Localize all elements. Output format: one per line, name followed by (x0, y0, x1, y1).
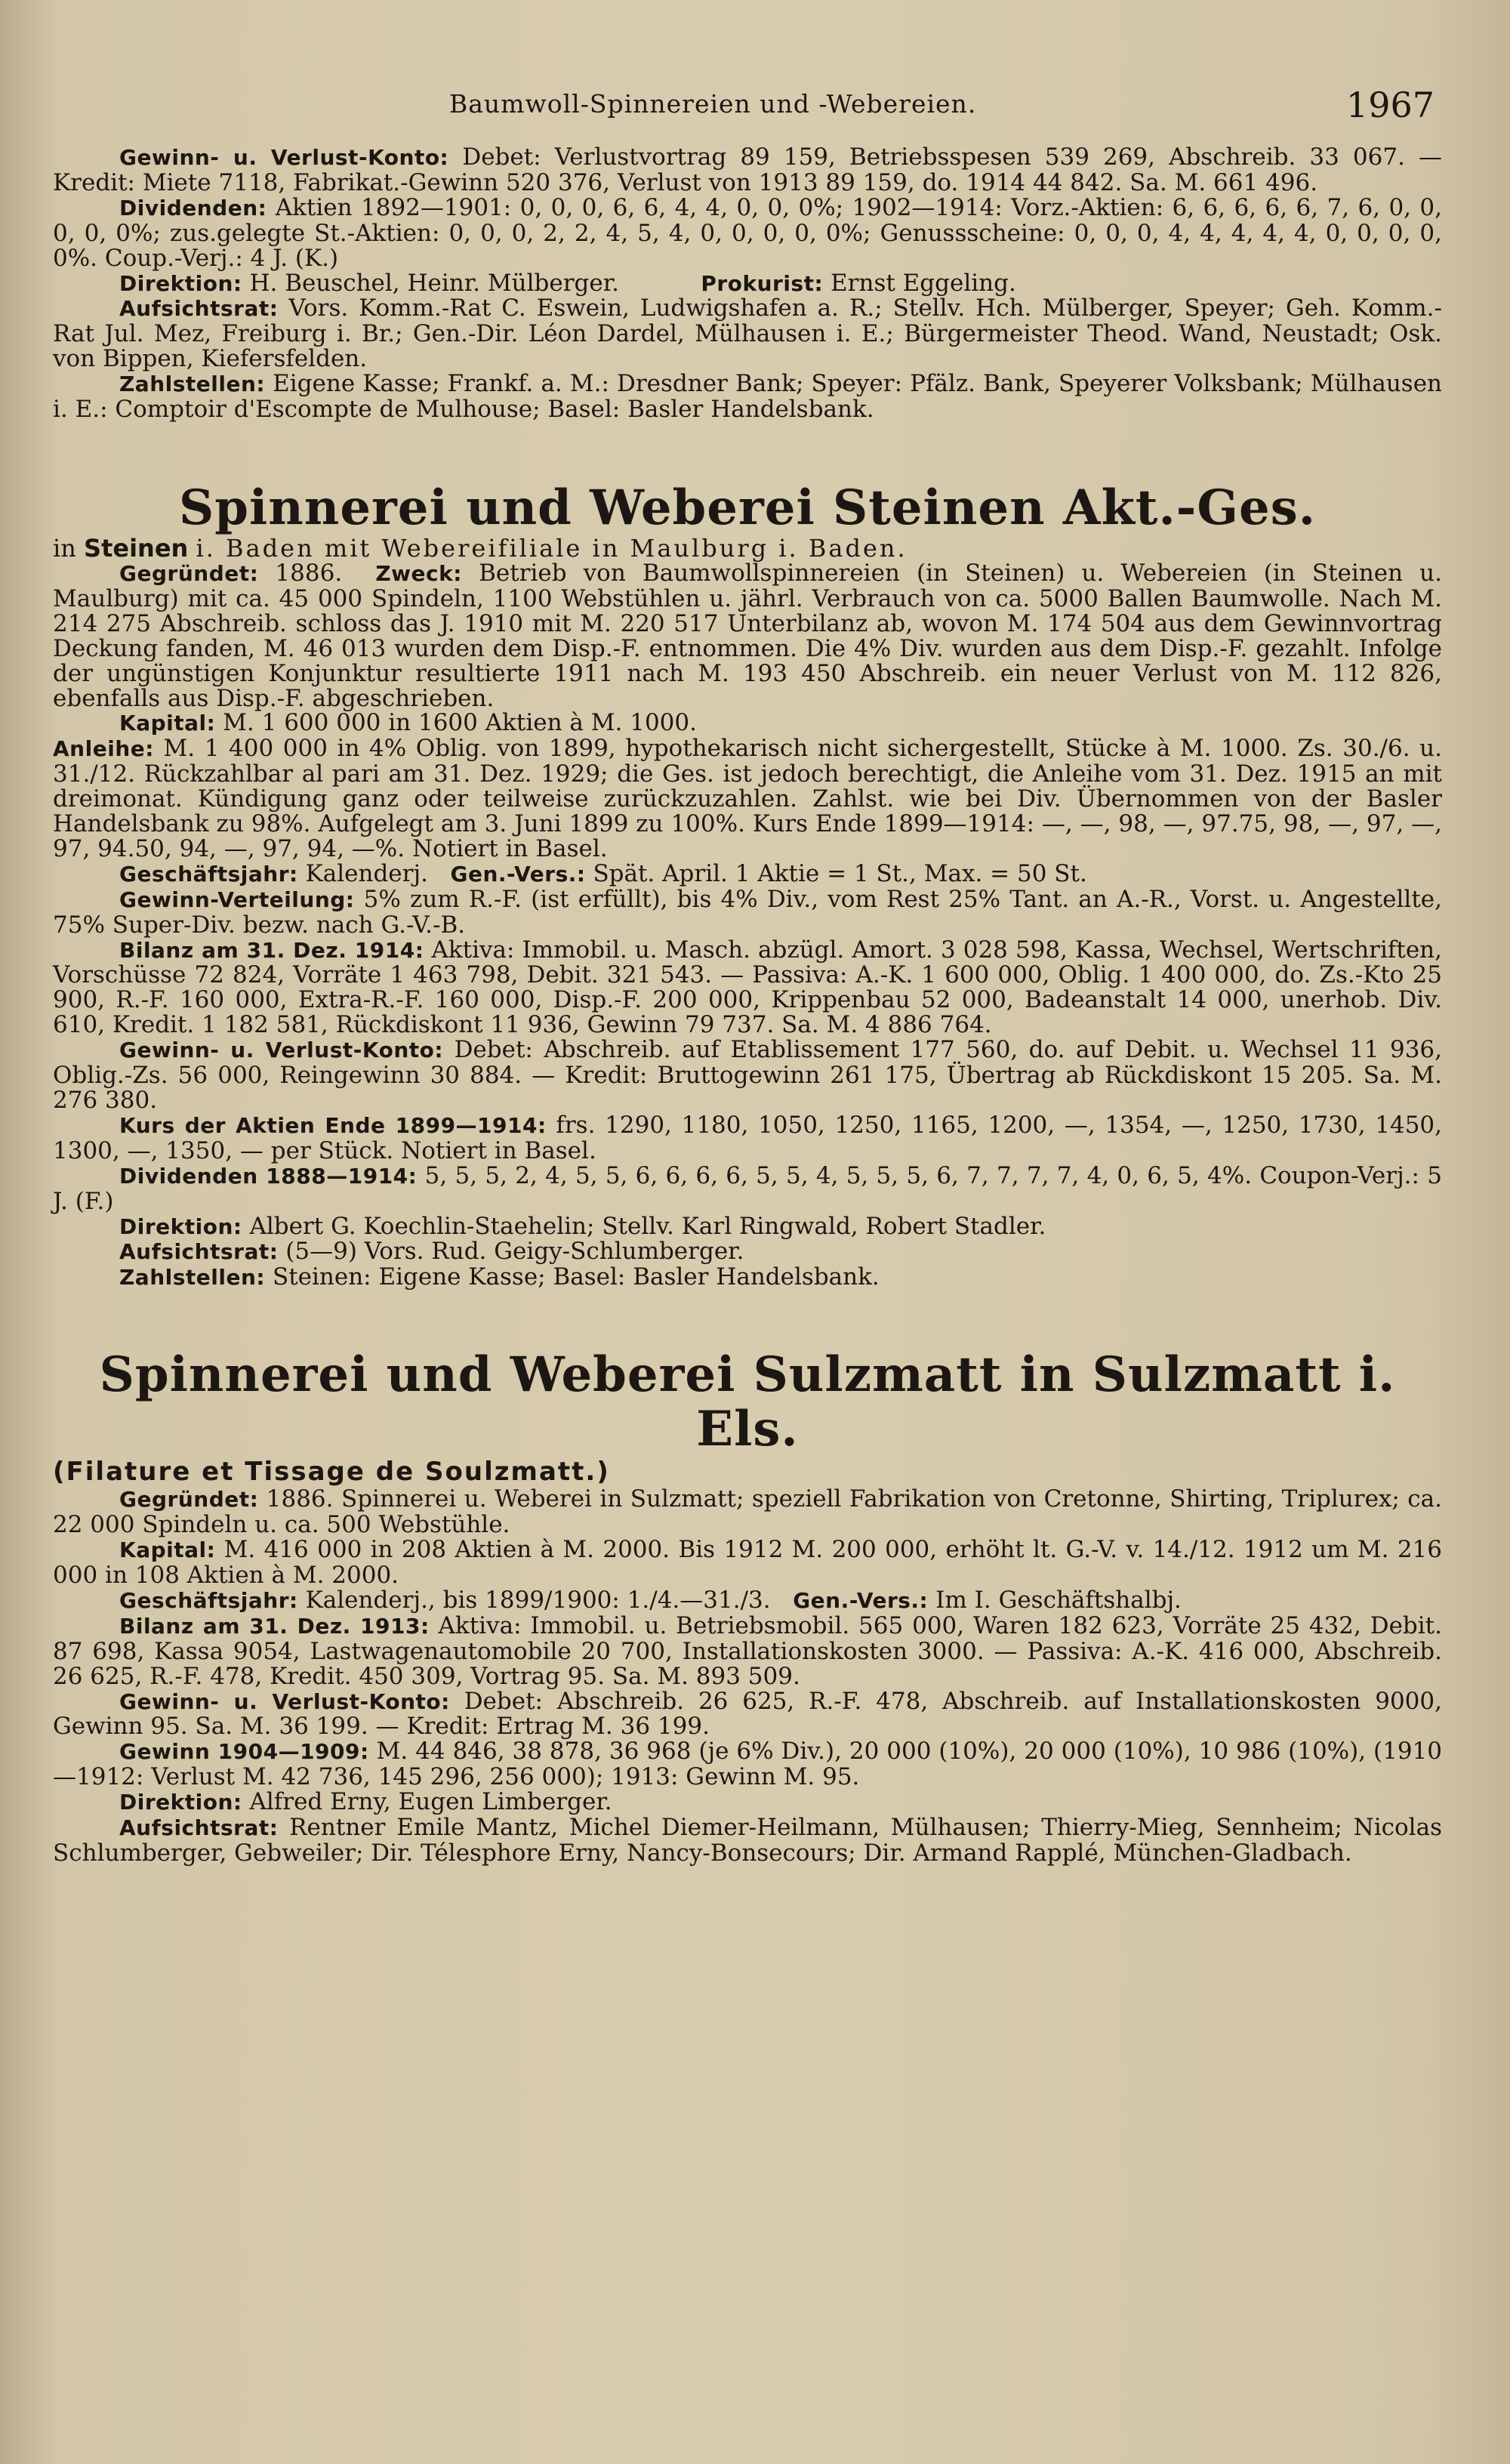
text: 5, 5, 5, 2, 4, 5, 5, 6, 6, 6, 6, 5, 5, 4, 5, 5, 5, 6, 7, 7, 7, 7, 4, 0, 6, 5, 4%. Coupon-Verj.: 5 J. (F.) (53, 1161, 1442, 1215)
page (53, 0, 1442, 2464)
entry1-direktion (53, 271, 1442, 297)
text: (5—9) Vors. Rud. Geigy-Schlumberger. (285, 1238, 744, 1266)
label: Direktion: (119, 270, 242, 296)
spacer (53, 422, 1442, 481)
text: Ernst Eggeling. (830, 269, 1016, 297)
text: M. 1 600 000 in 1600 Aktien à M. 1000. (223, 709, 697, 737)
entry3-gewinn (53, 1739, 1442, 1790)
text: Aktien 1892—1901: 0, 0, 0, 6, 6, 4, 4, 0, 0, 0%; 1902—1914: Vorz.-Aktien: 6, 6, 6, 6, 6, 7, 6, 0, 0, 0, 0, 0%; zus.gelegte St.-Aktien: 0, 0, 0, 2, 2, 4, 5, 4, 0, 0, 0, 0, 0%; Genussscheine: 0, 0, 0, 4, 4, 4, 4, 4, 0, 0, 0, 0, 0%. Coup.-Verj.: 4 J. (K.) (53, 193, 1442, 272)
label: Geschäftsjahr: (119, 1587, 298, 1613)
page-body (53, 145, 1442, 1866)
entry1-zahlstellen (53, 372, 1442, 422)
entry2-gegruendet (53, 561, 1442, 711)
label: Anleihe: (53, 736, 154, 762)
entry3-bilanz (53, 1611, 1442, 1690)
entry1-aufsichtsrat (53, 296, 1442, 372)
entry2-title: Spinnerei und Weberei Steinen Akt.-Ges. (178, 479, 1317, 536)
text: Albert G. Koechlin-Staehelin; Stellv. Karl Ringwald, Robert Stadler. (249, 1212, 1046, 1240)
text: Debet: Abschreib. auf Etablissement 177 560, do. auf Debit. u. Wechsel 11 936, Oblig.-Zs. 56 000, Reingewinn 30 884. — Kredit: Bruttogewinn 261 175, Übertrag ab Rückdiskont 15 205. Sa. M. 276 380. (53, 1036, 1442, 1114)
running-head (53, 85, 1442, 130)
text: 5% zum R.-F. (ist erfüllt), bis 4% Div., vom Rest 25% Tant. an A.-R., Vorst. u. Angestellte, 75% Super-Div. bezw. nach G.-V.-B. (53, 885, 1443, 939)
label: Kapital: (119, 1537, 216, 1563)
label: Gen.-Vers.: (450, 861, 586, 887)
location: Steinen (84, 533, 189, 563)
text: Rentner Emile Mantz, Michel Diemer-Heilmann, Mülhausen; Thierry-Mieg, Sennheim; Nicolas Schlumberger, Gebweiler; Dir. Télesphore Erny, Nancy-Bonsecours; Dir. Armand Rapplé, München-Gladbach. (53, 1814, 1442, 1867)
text: M. 416 000 in 208 Aktien à M. 2000. Bis 1912 M. 200 000, erhöht lt. G.-V. v. 14./12. 1912 um M. 216 000 in 108 Aktien à M. 2000. (53, 1536, 1442, 1589)
entry1-dividends (53, 193, 1442, 272)
entry3-kapital (53, 1537, 1442, 1588)
text: Im I. Geschäftshalbj. (935, 1586, 1182, 1614)
text: H. Beuschel, Heinr. Mülberger. (249, 269, 619, 297)
label: Gewinn- u. Verlust-Konto: (119, 1688, 450, 1714)
running-title: Baumwoll-Spinnereien und -Webereien. (449, 89, 977, 119)
entry2-direktion (53, 1214, 1442, 1240)
text: M. 44 846, 38 878, 36 968 (je 6% Div.), 20 000 (10%), 20 000 (10%), 10 986 (10%), (1910—1912: Verlust M. 42 736, 145 296, 256 000); 1913: Gewinn M. 95. (53, 1738, 1443, 1791)
label: Zweck: (375, 560, 462, 586)
label: Bilanz am 31. Dez. 1913: (119, 1613, 430, 1639)
label: Kurs der Aktien Ende 1899—1914: (119, 1112, 547, 1138)
text: M. 1 400 000 in 4% Oblig. von 1899, hypothekarisch nicht sichergestellt, Stücke à M. 1000. Zs. 30./6. u. 31./12. Rückzahlbar al pari am 31. Dez. 1929; die Ges. ist jedoch berechtigt, die Anleihe vom 31. Dez. 1915 an mit dreimonat. Kündigung ganz oder teilweise zurückzuzahlen. Zahlst. wie bei Div. Übernommen von der Basler Handelsbank zu 98%. Aufgelegt am 3. Juni 1899 zu 100%. Kurs Ende 1899—1914: —, —, 98, —, 97.75, 98, —, 97, —, 97, 94.50, 94, —, 97, 94, —%. Notiert in Basel. (53, 735, 1442, 862)
entry2-bilanz (53, 938, 1442, 1038)
spacer (53, 1291, 1442, 1348)
label: Zahlstellen: (119, 1265, 266, 1291)
label: Gewinn- u. Verlust-Konto: (119, 1038, 444, 1063)
text: Betrieb von Baumwollspinnereien (in Steinen) u. Webereien (in Steinen u. Maulburg) mit ca. 45 000 Spindeln, 1100 Webstühlen u. jährl. Verbrauch von ca. 5000 Ballen Baumwolle. Nach M. 214 275 Abschreib. schloss das J. 1910 mit M. 220 517 Unterbilanz ab, wovon M. 174 504 aus dem Gewinnvortrag Deckung fanden, M. 46 013 wurden dem Disp.-F. entnommen. Die 4% Div. wurden aus dem Disp.-F. gezahlt. Infolge der ungünstigen Konjunktur resultierte 1911 nach M. 193 450 Abschreib. ein neuer Verlust von M. 112 826, ebenfalls aus Disp.-F. abgeschrieben. (53, 559, 1442, 712)
entry2-anleihe (53, 736, 1442, 862)
label: Dividenden: (119, 195, 267, 220)
text: Steinen: Eigene Kasse; Basel: Basler Handelsbank. (272, 1263, 880, 1291)
label: Bilanz am 31. Dez. 1914: (119, 937, 424, 963)
text: Eigene Kasse; Frankf. a. M.: Dresdner Bank; Speyer: Pfälz. Bank, Speyerer Volksbank; Mülhausen i. E.: Comptoir d'Escompte de Mulhouse; Basel: Basler Handelsbank. (53, 370, 1442, 424)
text: Kalenderj., bis 1899/1900: 1./4.—31./3. (305, 1586, 771, 1614)
text: Kalenderj. (305, 859, 428, 887)
text: in (53, 533, 76, 563)
entry2-kurs (53, 1113, 1442, 1164)
text: Aktiva: Immobil. u. Betriebsmobil. 565 000, Waren 182 623, Vorräte 25 432, Debit. 87 698, Kassa 9054, Lastwagenautomobile 20 700, Installationskosten 3000. — Passiva: A.-K. 416 000, Abschreib. 26 625, R.-F. 478, Kredit. 450 309, Vortrag 95. Sa. M. 893 509. (53, 1611, 1442, 1690)
label: Direktion: (119, 1213, 242, 1239)
entry2-aufsichtsrat (53, 1239, 1442, 1265)
entry2-kapital (53, 711, 1442, 736)
entry3-subtitle: (Filature et Tissage de Soulzmatt.) (53, 1457, 610, 1488)
label: Zahlstellen: (119, 372, 266, 397)
label: Gewinn 1904—1909: (119, 1739, 369, 1765)
label: Aufsichtsrat: (119, 296, 279, 322)
label: Kapital: (119, 711, 216, 736)
label: Gewinn- u. Verlust-Konto: (119, 145, 449, 170)
text: Vors. Komm.-Rat C. Eswein, Ludwigshafen a. R.; Stellv. Hch. Mülberger, Speyer; Geh. Komm.-Rat Jul. Mez, Freiburg i. Br.; Gen.-Dir. Léon Dardel, Mülhausen i. E.; Bürgermeister Theod. Wand, Neustadt; Osk. von Bippen, Kiefersfelden. (53, 295, 1443, 373)
entry2-gewinnverteilung (53, 887, 1442, 938)
label: Gewinn-Verteilung: (119, 887, 355, 912)
label: Gegründet: (119, 560, 259, 586)
text: Spät. April. 1 Aktie = 1 St., Max. = 50 St. (593, 859, 1087, 887)
text: frs. 1290, 1180, 1050, 1250, 1165, 1200, —, 1354, —, 1250, 1730, 1450, 1300, —, 1350, — per Stück. Notiert in Basel. (53, 1111, 1443, 1164)
entry2-zahlstellen (53, 1265, 1442, 1291)
label: Gegründet: (119, 1487, 259, 1513)
text: 1886. Spinnerei u. Weberei in Sulzmatt; speziell Fabrikation von Cretonne, Shirting, Triplurex; ca. 22 000 Spindeln u. ca. 500 Webstühle. (53, 1485, 1442, 1539)
entry3-aufsichtsrat (53, 1815, 1442, 1866)
label: Prokurist: (701, 270, 824, 296)
entry2-gv-konto (53, 1038, 1442, 1113)
label: Dividenden 1888—1914: (119, 1163, 418, 1189)
entry3-gegruendet (53, 1487, 1442, 1537)
text: Debet: Verlustvortrag 89 159, Betriebsspesen 539 269, Abschreib. 33 067. — Kredit: Miete 7118, Fabrikat.-Gewinn 520 376, Verlust von 1913 89 159, do. 1914 44 842. Sa. M. 661 496. (53, 143, 1443, 196)
text: i. Baden mit Webereifiliale in Maulburg i. Baden. (196, 533, 908, 563)
page-number: 1967 (1345, 85, 1434, 125)
text: Alfred Erny, Eugen Limberger. (249, 1788, 612, 1816)
label: Aufsichtsrat: (119, 1815, 279, 1841)
text: 1886. (275, 559, 343, 587)
entry2-geschaeftsjahr (53, 859, 1442, 887)
entry3-direktion (53, 1790, 1442, 1815)
label: Direktion: (119, 1790, 242, 1815)
label: Aufsichtsrat: (119, 1239, 279, 1265)
text: Aktiva: Immobil. u. Masch. abzügl. Amort. 3 028 598, Kassa, Wechsel, Wertschriften, Vorschüsse 72 824, Vorräte 1 463 798, Debit. 321 543. — Passiva: A.-K. 1 600 000, Oblig. 1 400 000, do. Zs.-Kto 25 900, R.-F. 160 000, Extra-R.-F. 160 000, Disp.-F. 200 000, Krippenbau 52 000, Badeanstalt 14 000, unerhob. Div. 610, Kredit. 1 182 581, Rückdiskont 11 936, Gewinn 79 737. Sa. M. 4 886 764. (53, 936, 1442, 1039)
text: Debet: Abschreib. 26 625, R.-F. 478, Abschreib. auf Installationskosten 9000, Gewinn 95. Sa. M. 36 199. — Kredit: Ertrag M. 36 199. (53, 1687, 1442, 1741)
entry3-gv-konto (53, 1689, 1442, 1740)
label: Gen.-Vers.: (793, 1587, 929, 1613)
entry3-geschaeftsjahr (53, 1588, 1442, 1614)
entry1-gv (53, 145, 1442, 196)
entry3-title: Spinnerei und Weberei Sulzmatt in Sulzmatt i. Els. (99, 1346, 1396, 1458)
label: Geschäftsjahr: (119, 861, 298, 887)
entry2-dividenden (53, 1161, 1442, 1215)
entry2-subtitle (53, 535, 1442, 561)
